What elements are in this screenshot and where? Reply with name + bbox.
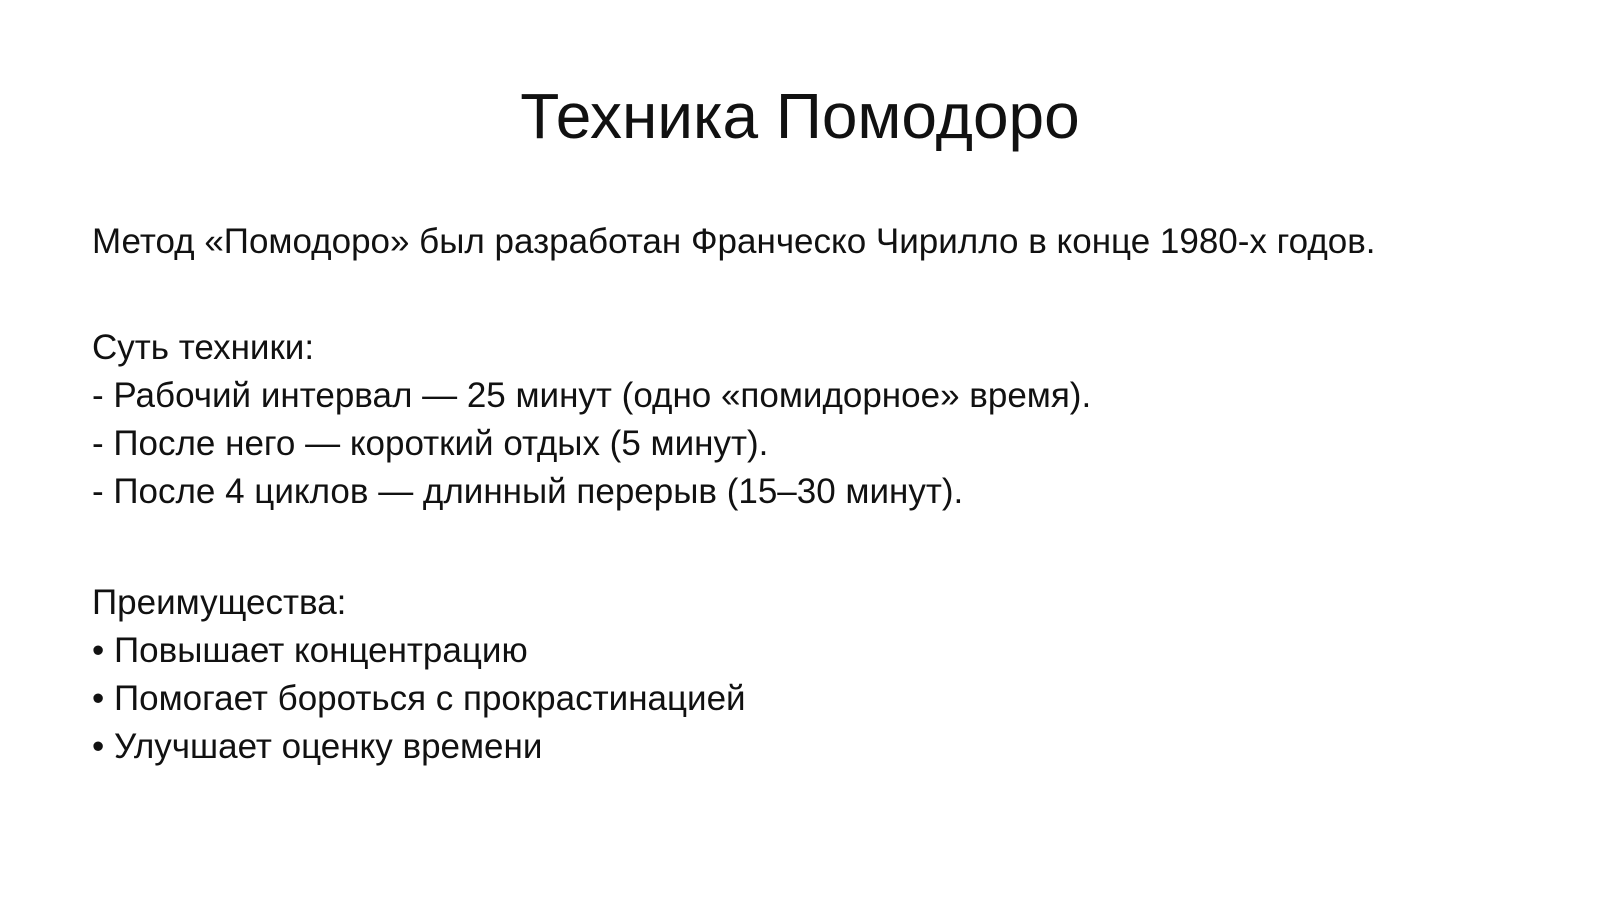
- intro-paragraph: Метод «Помодоро» был разработан Франческо Чирилло в конце 1980-х годов.: [92, 222, 1376, 261]
- slide-title: Техника Помодоро: [520, 80, 1080, 152]
- benefit-item-concentration: • Повышает концентрацию: [92, 631, 528, 670]
- essence-section: [92, 324, 1552, 516]
- benefit-item-procrastination: • Помогает бороться с прокрастинацией: [92, 679, 746, 718]
- essence-item-long-break: - После 4 циклов — длинный перерыв (15–30 минут).: [92, 472, 964, 511]
- essence-heading: Суть техники:: [92, 328, 315, 367]
- benefit-item-time-estimation: • Улучшает оценку времени: [92, 727, 543, 766]
- essence-item-work-interval: - Рабочий интервал — 25 минут (одно «помидорное» время).: [92, 376, 1092, 415]
- essence-item-short-break: - После него — короткий отдых (5 минут).: [92, 424, 769, 463]
- benefits-section: [92, 579, 1552, 771]
- benefits-heading: Преимущества:: [92, 583, 347, 622]
